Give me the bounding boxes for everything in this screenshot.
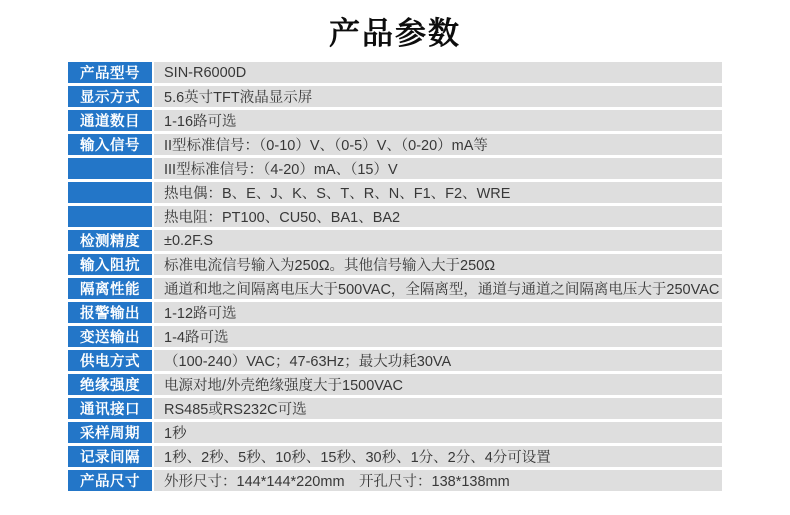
row-value: 电源对地/外壳绝缘强度大于1500VAC bbox=[154, 374, 722, 395]
row-label: 通讯接口 bbox=[68, 398, 152, 419]
row-label: 产品尺寸 bbox=[68, 470, 152, 491]
row-value: 通道和地之间隔离电压大于500VAC，全隔离型，通道与通道之间隔离电压大于250VAC bbox=[154, 278, 722, 299]
table-row bbox=[68, 278, 722, 299]
table-row bbox=[68, 422, 722, 443]
table-row bbox=[68, 254, 722, 275]
row-label: 报警输出 bbox=[68, 302, 152, 323]
row-value: III型标准信号：（4-20）mA、（15）V bbox=[154, 158, 722, 179]
row-value: 1秒 bbox=[154, 422, 722, 443]
table-row bbox=[68, 470, 722, 491]
row-value: 外形尺寸：144*144*220mm 开孔尺寸：138*138mm bbox=[154, 470, 722, 491]
table-row bbox=[68, 446, 722, 467]
row-value: SIN-R6000D bbox=[154, 62, 722, 83]
row-label: 显示方式 bbox=[68, 86, 152, 107]
spec-table bbox=[68, 62, 722, 494]
row-label: 产品型号 bbox=[68, 62, 152, 83]
row-label: 输入阻抗 bbox=[68, 254, 152, 275]
table-row bbox=[68, 302, 722, 323]
row-value: 5.6英寸TFT液晶显示屏 bbox=[154, 86, 722, 107]
row-label-blank bbox=[68, 182, 152, 203]
table-row bbox=[68, 158, 722, 179]
table-row bbox=[68, 134, 722, 155]
table-row bbox=[68, 398, 722, 419]
row-label: 采样周期 bbox=[68, 422, 152, 443]
row-label: 通道数目 bbox=[68, 110, 152, 131]
row-value: RS485或RS232C可选 bbox=[154, 398, 722, 419]
table-row bbox=[68, 350, 722, 371]
row-value: 1-16路可选 bbox=[154, 110, 722, 131]
table-row bbox=[68, 374, 722, 395]
row-label: 检测精度 bbox=[68, 230, 152, 251]
row-value: 热电阻：PT100、CU50、BA1、BA2 bbox=[154, 206, 722, 227]
row-label: 记录间隔 bbox=[68, 446, 152, 467]
table-row bbox=[68, 182, 722, 203]
row-value: 标准电流信号输入为250Ω。其他信号输入大于250Ω bbox=[154, 254, 722, 275]
row-value: ±0.2F.S bbox=[154, 230, 722, 251]
row-value: 热电偶：B、E、J、K、S、T、R、N、F1、F2、WRE bbox=[154, 182, 722, 203]
page-title: 产品参数 bbox=[329, 16, 461, 51]
table-row bbox=[68, 86, 722, 107]
row-value: II型标准信号：（0-10）V、（0-5）V、（0-20）mA等 bbox=[154, 134, 722, 155]
table-row bbox=[68, 62, 722, 83]
table-row bbox=[68, 326, 722, 347]
table-row bbox=[68, 110, 722, 131]
row-value: 1秒、2秒、5秒、10秒、15秒、30秒、1分、2分、4分可设置 bbox=[154, 446, 722, 467]
row-label-blank bbox=[68, 206, 152, 227]
row-label: 变送输出 bbox=[68, 326, 152, 347]
row-label: 供电方式 bbox=[68, 350, 152, 371]
row-value: （100-240）VAC；47-63Hz；最大功耗30VA bbox=[154, 350, 722, 371]
row-label: 绝缘强度 bbox=[68, 374, 152, 395]
row-label-blank bbox=[68, 158, 152, 179]
table-row bbox=[68, 206, 722, 227]
row-label: 输入信号 bbox=[68, 134, 152, 155]
row-label: 隔离性能 bbox=[68, 278, 152, 299]
table-row bbox=[68, 230, 722, 251]
row-value: 1-4路可选 bbox=[154, 326, 722, 347]
row-value: 1-12路可选 bbox=[154, 302, 722, 323]
